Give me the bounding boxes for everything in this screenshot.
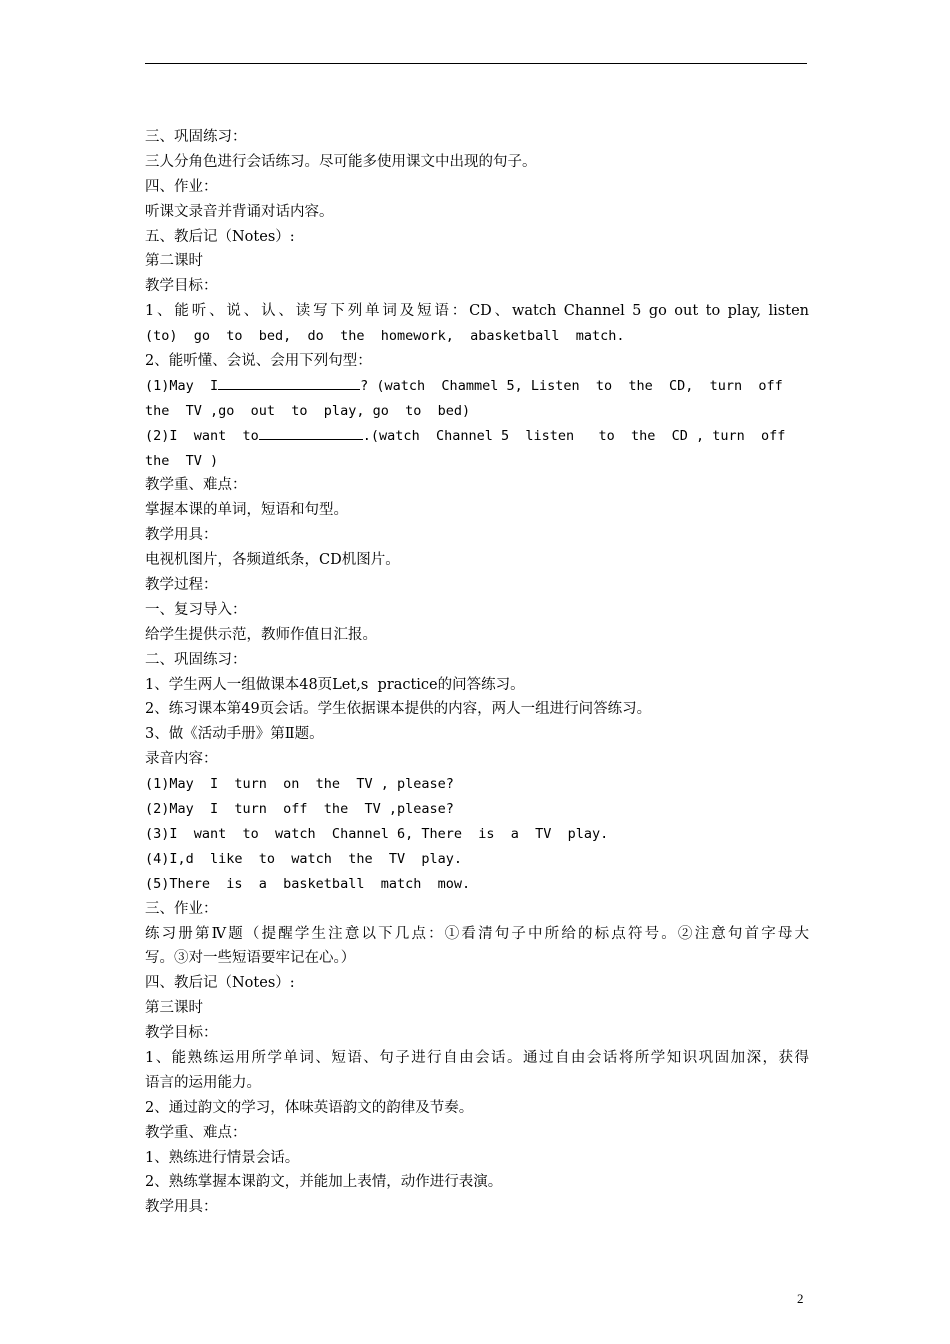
section-heading: 教学用具： xyxy=(145,527,218,544)
section-heading: 一、复习导入： xyxy=(145,601,247,618)
list-item: 1、学生两人一组做课本48页Let,s practice的问答练习。 xyxy=(145,676,525,693)
recording-line: (4)I,d like to watch the TV play. xyxy=(145,850,462,867)
paragraph: 给学生提供示范，教师作值日汇报。 xyxy=(145,626,377,643)
section-heading: 四、作业： xyxy=(145,178,218,195)
page-number: 2 xyxy=(797,1291,804,1306)
fill-blank xyxy=(259,426,363,440)
sentence-pattern-2 xyxy=(145,424,809,449)
paragraph: 三人分角色进行会话练习。尽可能多使用课文中出现的句子。 xyxy=(145,153,537,170)
list-item: 2、熟练掌握本课韵文，并能加上表情，动作进行表演。 xyxy=(145,1174,503,1191)
sentence-pattern-1-cont: the TV ,go out to play, go to bed) xyxy=(145,402,471,419)
paragraph: 掌握本课的单词，短语和句型。 xyxy=(145,502,348,519)
list-item: 3、做《活动手册》第Ⅱ题。 xyxy=(145,726,324,743)
pattern-start: (1)May I xyxy=(145,377,219,394)
sentence-pattern-2-cont: the TV ) xyxy=(145,452,219,469)
section-heading: 教学目标： xyxy=(145,1025,218,1042)
sentence-pattern-1 xyxy=(145,374,809,399)
lesson-heading: 第三课时 xyxy=(145,1000,203,1017)
paragraph: 电视机图片，各频道纸条，CD机图片。 xyxy=(145,552,400,569)
objective-item: 1、能熟练运用所学单词、短语、句子进行自由会话。通过自由会话将所学知识巩固加深，获得 xyxy=(145,1049,809,1066)
objective-item: 2、能听懂、会说、会用下列句型： xyxy=(145,353,372,370)
fill-blank xyxy=(218,376,360,390)
section-heading: 三、巩固练习： xyxy=(145,129,247,145)
paragraph: 听课文录音并背诵对话内容。 xyxy=(145,203,334,220)
section-heading: 教学重、难点： xyxy=(145,1124,247,1141)
pattern-end: ? (watch Chammel 5, Listen to the CD, turn off xyxy=(360,377,783,394)
section-heading: 教学重、难点： xyxy=(145,477,247,494)
recording-line: (2)May I turn off the TV ,please? xyxy=(145,801,454,818)
objective-item: 1、能听、说、认、读写下列单词及短语：CD、watch Channel 5 go out to play, listen xyxy=(145,303,809,320)
section-heading: 二、巩固练习： xyxy=(145,651,247,668)
recording-line: (5)There is a basketball match mow. xyxy=(145,875,471,892)
section-heading: 教学过程： xyxy=(145,577,218,594)
pattern-start: (2)I want to xyxy=(145,427,259,444)
section-heading: 四、教后记（Notes）: xyxy=(145,975,295,992)
objective-item: 2、通过韵文的学习，体味英语韵文的韵律及节奏。 xyxy=(145,1099,474,1116)
section-heading: 录音内容： xyxy=(145,751,218,768)
section-heading: 教学目标： xyxy=(145,278,218,295)
recording-line: (1)May I turn on the TV , please? xyxy=(145,776,454,793)
document-body xyxy=(145,125,809,1220)
section-heading: 三、作业： xyxy=(145,900,218,917)
paragraph-cont: 写。③对一些短语要牢记在心。） xyxy=(145,950,356,967)
objective-item-cont: (to) go to bed, do the homework, abasketball match. xyxy=(145,328,625,345)
recording-line: (3)I want to watch Channel 6, There is a TV play. xyxy=(145,825,609,842)
pattern-end: .(watch Channel 5 listen to the CD , turn off xyxy=(362,427,786,444)
list-item: 2、练习课本第49页会话。学生依据课本提供的内容，两人一组进行问答练习。 xyxy=(145,701,652,718)
objective-item-cont: 语言的运用能力。 xyxy=(145,1074,261,1091)
list-item: 1、熟练进行情景会话。 xyxy=(145,1149,300,1166)
lesson-heading: 第二课时 xyxy=(145,253,203,270)
section-heading: 教学用具： xyxy=(145,1199,218,1216)
section-heading: 五、教后记（Notes）: xyxy=(145,228,295,245)
paragraph: 练习册第Ⅳ题（提醒学生注意以下几点：①看清句子中所给的标点符号。②注意句首字母大 xyxy=(145,925,809,942)
header-rule xyxy=(145,63,807,64)
